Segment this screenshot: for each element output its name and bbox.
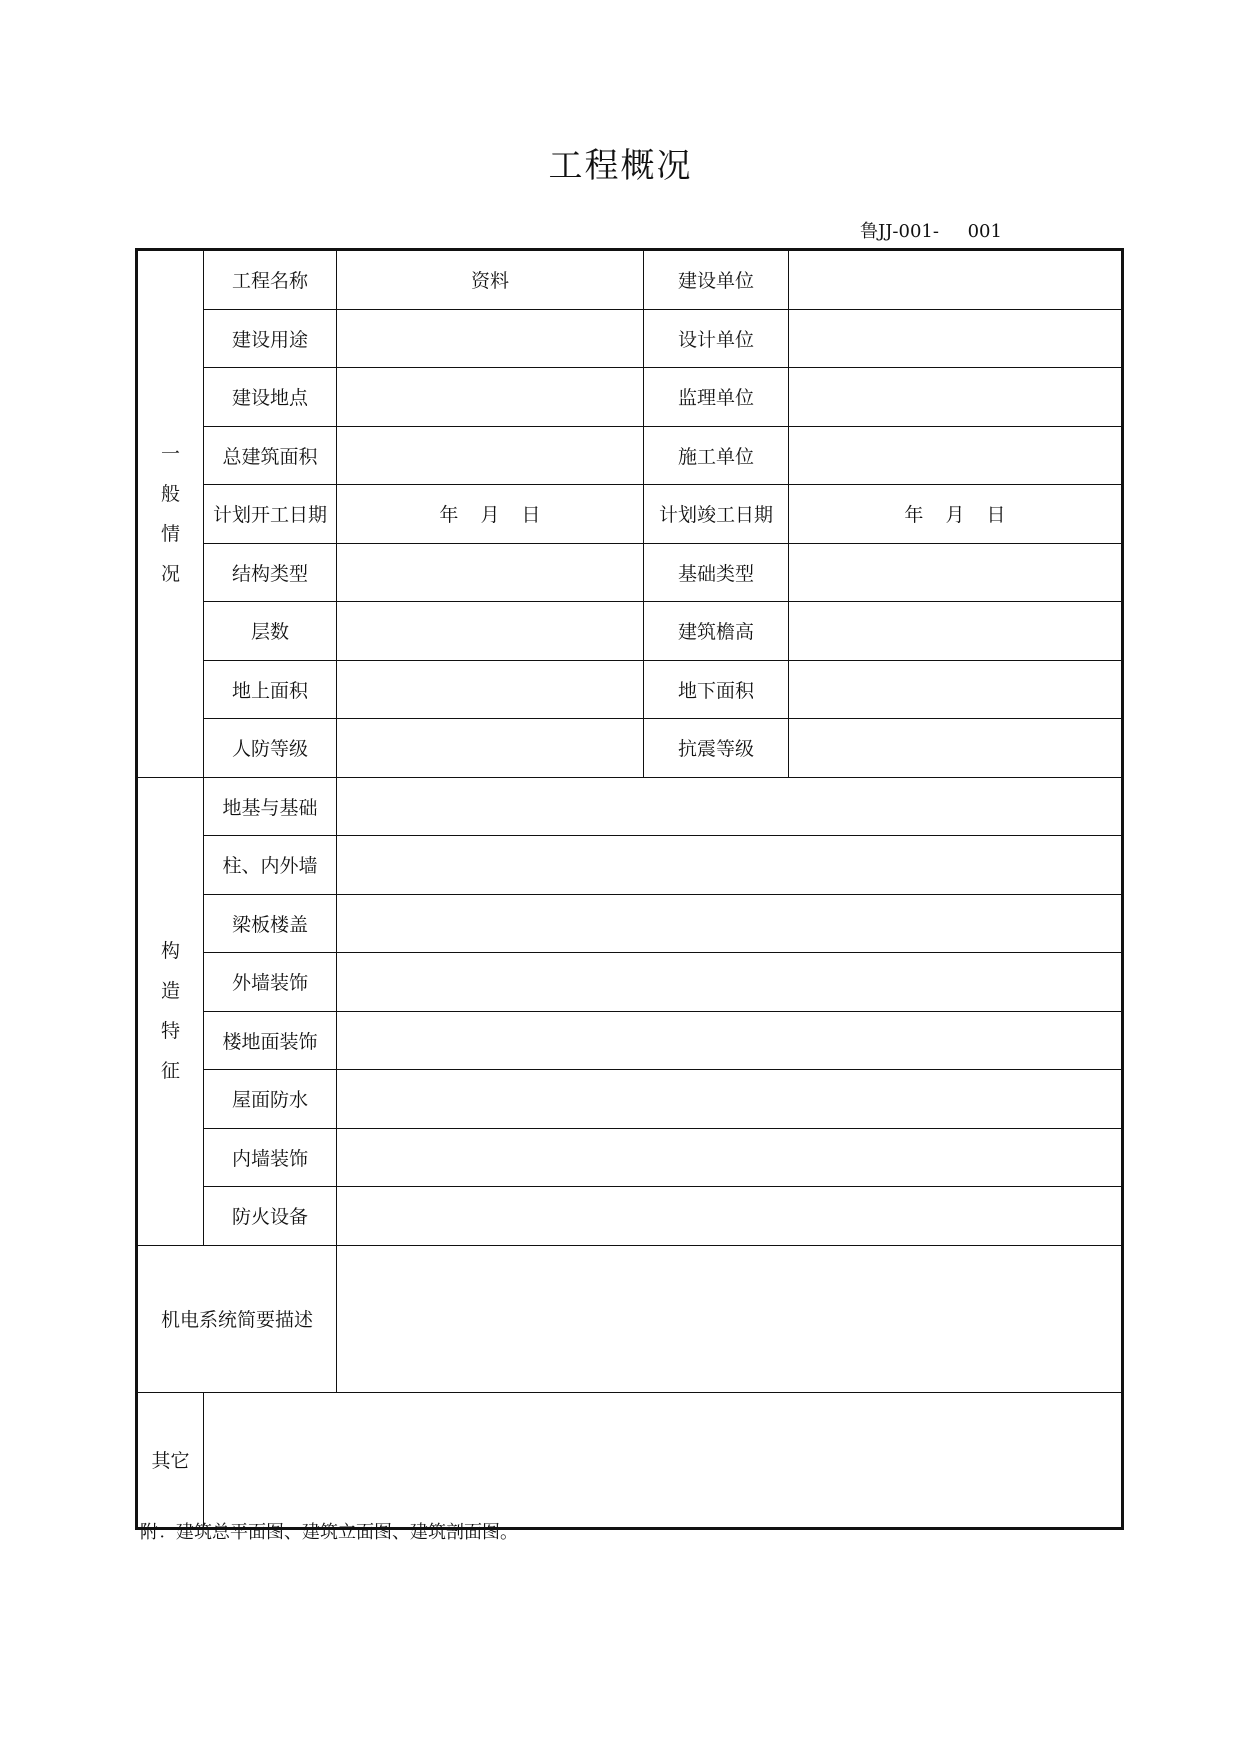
structure-label-exterior-finish: 外墙装饰 — [204, 953, 337, 1012]
structure-label-floor-finish: 楼地面装饰 — [204, 1011, 337, 1070]
date-month-label: 月 — [945, 504, 965, 527]
structure-row — [137, 1011, 1123, 1070]
structure-value-beam-slab[interactable] — [337, 894, 1123, 953]
structure-value-exterior-finish[interactable] — [337, 953, 1123, 1012]
structure-label-columns-walls: 柱、内外墙 — [204, 836, 337, 895]
field-value-underground-area[interactable] — [789, 660, 1123, 719]
general-row — [137, 543, 1123, 602]
field-label-seismic-level: 抗震等级 — [644, 719, 789, 778]
field-value-design-unit[interactable] — [789, 309, 1123, 368]
field-label-building-location: 建设地点 — [204, 368, 337, 427]
field-value-construction-unit[interactable] — [789, 426, 1123, 485]
field-value-above-ground-area[interactable] — [337, 660, 644, 719]
structure-row — [137, 1187, 1123, 1246]
field-label-civil-defense-level: 人防等级 — [204, 719, 337, 778]
date-month-label: 月 — [480, 504, 500, 527]
field-label-structure-type: 结构类型 — [204, 543, 337, 602]
general-row — [137, 309, 1123, 368]
field-label-owner-unit: 建设单位 — [644, 250, 789, 310]
field-label-project-name: 工程名称 — [204, 250, 337, 310]
structure-value-roof-waterproof[interactable] — [337, 1070, 1123, 1129]
structure-row — [137, 777, 1123, 836]
general-section-label: 一 般 情 况 — [137, 250, 204, 778]
document-number-prefix: 鲁JJ-001- — [860, 221, 939, 242]
field-label-eave-height: 建筑檐高 — [644, 602, 789, 661]
field-label-building-use: 建设用途 — [204, 309, 337, 368]
field-value-planned-start-date[interactable] — [337, 485, 644, 544]
date-day-label: 日 — [521, 504, 541, 527]
general-row — [137, 426, 1123, 485]
structure-value-fire-equipment[interactable] — [337, 1187, 1123, 1246]
other-value[interactable] — [204, 1392, 1123, 1528]
field-value-building-use[interactable] — [337, 309, 644, 368]
field-value-civil-defense-level[interactable] — [337, 719, 644, 778]
mep-value[interactable] — [337, 1245, 1123, 1392]
general-row — [137, 719, 1123, 778]
structure-label-beam-slab: 梁板楼盖 — [204, 894, 337, 953]
other-label: 其它 — [137, 1392, 204, 1528]
general-row — [137, 250, 1123, 310]
field-label-planned-start-date: 计划开工日期 — [204, 485, 337, 544]
general-row — [137, 602, 1123, 661]
structure-label-interior-finish: 内墙装饰 — [204, 1128, 337, 1187]
structure-value-floor-finish[interactable] — [337, 1011, 1123, 1070]
structure-label-fire-equipment: 防火设备 — [204, 1187, 337, 1246]
field-label-total-area: 总建筑面积 — [204, 426, 337, 485]
field-value-structure-type[interactable] — [337, 543, 644, 602]
field-label-design-unit: 设计单位 — [644, 309, 789, 368]
general-row — [137, 368, 1123, 427]
mep-row — [137, 1245, 1123, 1392]
structure-row — [137, 894, 1123, 953]
document-number — [860, 217, 1002, 243]
structure-row — [137, 953, 1123, 1012]
structure-value-interior-finish[interactable] — [337, 1128, 1123, 1187]
field-value-owner-unit[interactable] — [789, 250, 1123, 310]
field-value-foundation-type[interactable] — [789, 543, 1123, 602]
field-label-floors: 层数 — [204, 602, 337, 661]
field-value-project-name[interactable]: 资料 — [337, 250, 644, 310]
mep-label: 机电系统简要描述 — [137, 1245, 337, 1392]
field-value-supervision-unit[interactable] — [789, 368, 1123, 427]
field-value-seismic-level[interactable] — [789, 719, 1123, 778]
field-value-building-location[interactable] — [337, 368, 644, 427]
field-label-construction-unit: 施工单位 — [644, 426, 789, 485]
field-value-total-area[interactable] — [337, 426, 644, 485]
date-year-label: 年 — [439, 504, 459, 527]
field-value-planned-completion-date[interactable] — [789, 485, 1123, 544]
document-number-suffix: 001 — [967, 221, 1002, 242]
general-row — [137, 485, 1123, 544]
structure-value-foundation[interactable] — [337, 777, 1123, 836]
field-label-foundation-type: 基础类型 — [644, 543, 789, 602]
structure-row — [137, 1128, 1123, 1187]
structure-section-label: 构 造 特 征 — [137, 777, 204, 1245]
other-row — [137, 1392, 1123, 1528]
date-year-label: 年 — [904, 504, 924, 527]
field-label-supervision-unit: 监理单位 — [644, 368, 789, 427]
field-label-above-ground-area: 地上面积 — [204, 660, 337, 719]
structure-row — [137, 836, 1123, 895]
structure-row — [137, 1070, 1123, 1129]
project-overview-form — [135, 248, 1124, 1530]
field-label-underground-area: 地下面积 — [644, 660, 789, 719]
field-label-planned-completion-date: 计划竣工日期 — [644, 485, 789, 544]
structure-label-roof-waterproof: 屋面防水 — [204, 1070, 337, 1129]
date-day-label: 日 — [986, 504, 1006, 527]
field-value-eave-height[interactable] — [789, 602, 1123, 661]
general-row — [137, 660, 1123, 719]
page-title: 工程概况 — [548, 146, 693, 186]
field-value-floors[interactable] — [337, 602, 644, 661]
footnote: 附：建筑总平面图、建筑立面图、建筑剖面图。 — [140, 1522, 518, 1543]
structure-value-columns-walls[interactable] — [337, 836, 1123, 895]
structure-label-foundation: 地基与基础 — [204, 777, 337, 836]
